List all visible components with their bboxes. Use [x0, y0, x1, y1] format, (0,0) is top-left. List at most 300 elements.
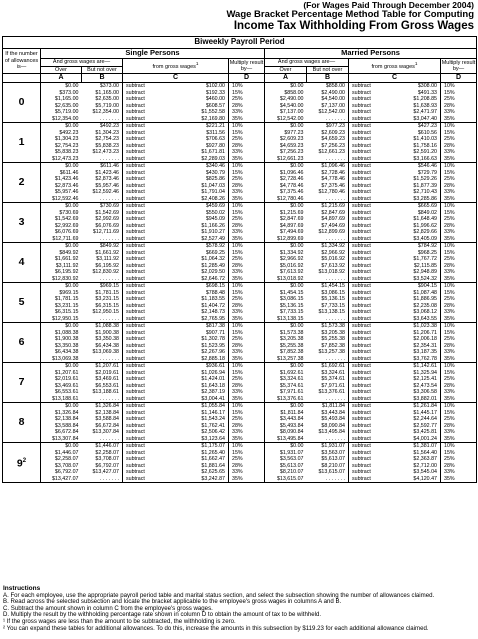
- but-not-over-value: $3,469.61: [82, 376, 123, 383]
- subtract-amount: $2,712.00: [407, 463, 441, 470]
- subtract-label: subtract: [123, 296, 181, 303]
- over-value: $12,661.23: [265, 156, 307, 163]
- rate-value: 35%: [229, 276, 265, 283]
- but-not-over-value: $3,708.07: [82, 456, 123, 463]
- married-column-letter: B: [307, 74, 349, 83]
- rate-value: 28%: [441, 343, 477, 350]
- subtract-amount: $1,142.61: [407, 363, 441, 370]
- over-value: $8,090.84: [265, 429, 307, 436]
- subtract-label: subtract: [123, 290, 181, 297]
- but-not-over-value: . . . . . . .: [82, 396, 123, 403]
- from-gross-label: from gross wages: [371, 64, 415, 71]
- rate-value: 35%: [229, 156, 265, 163]
- but-not-over-value: $969.15: [82, 283, 123, 290]
- over-value: $2,966.92: [265, 256, 307, 263]
- but-not-over-value: . . . . . . .: [82, 276, 123, 283]
- over-value: $7,137.00: [265, 109, 307, 116]
- subtract-amount: $1,285.49: [181, 263, 229, 270]
- but-not-over-value: $1,088.38: [82, 323, 123, 330]
- rate-value: 25%: [229, 336, 265, 343]
- single-over-header: Over: [41, 66, 82, 74]
- but-not-over-value: $6,672.84: [82, 423, 123, 430]
- but-not-over-value: $13,069.38: [82, 349, 123, 356]
- rate-value: 28%: [441, 463, 477, 470]
- table-row: [3, 403, 477, 410]
- subtract-amount: $665.69: [407, 203, 441, 210]
- rate-value: 15%: [441, 210, 477, 217]
- subtract-amount: $1,758.16: [407, 143, 441, 150]
- but-not-over-value: . . . . . . .: [82, 436, 123, 443]
- over-value: $13,188.61: [41, 396, 82, 403]
- over-value: $0.00: [41, 203, 82, 210]
- but-not-over-value: . . . . . . .: [307, 236, 349, 243]
- but-not-over-value: $849.92: [82, 243, 123, 250]
- single-column-letter: B: [82, 74, 123, 83]
- subtract-amount: $1,638.93: [407, 103, 441, 110]
- rate-value: 35%: [229, 436, 265, 443]
- subtract-label: subtract: [123, 103, 181, 110]
- but-not-over-value: $5,374.61: [307, 376, 349, 383]
- single-subtract-header: [123, 59, 229, 74]
- rate-value: 15%: [229, 210, 265, 217]
- subtract-label: subtract: [349, 83, 407, 90]
- subtract-amount: $1,023.38: [407, 323, 441, 330]
- rate-value: 28%: [229, 383, 265, 390]
- subtract-amount: $2,244.64: [407, 416, 441, 423]
- but-not-over-value: $12,780.46: [307, 189, 349, 196]
- but-not-over-value: $1,304.23: [82, 130, 123, 137]
- rate-value: 28%: [229, 343, 265, 350]
- subtract-amount: $608.57: [181, 103, 229, 110]
- but-not-over-value: $12,830.92: [82, 269, 123, 276]
- subtract-label: subtract: [349, 416, 407, 423]
- but-not-over-value: $977.23: [307, 123, 349, 130]
- but-not-over-value: $7,733.15: [307, 303, 349, 310]
- subtract-label: subtract: [123, 456, 181, 463]
- but-not-over-value: $7,494.69: [307, 223, 349, 230]
- header-line-3: Income Tax Withholding From Gross Wages: [233, 20, 474, 32]
- table-row: [3, 436, 477, 443]
- subtract-label: subtract: [349, 450, 407, 457]
- rate-value: 10%: [229, 323, 265, 330]
- subtract-label: subtract: [123, 330, 181, 337]
- allowances-count: 5: [3, 283, 41, 323]
- but-not-over-value: $2,754.23: [82, 136, 123, 143]
- subtract-label: subtract: [123, 189, 181, 196]
- married-subtract-header: [349, 59, 441, 74]
- rate-value: 10%: [229, 443, 265, 450]
- over-value: $2,609.23: [265, 136, 307, 143]
- subtract-amount: $1,146.17: [181, 410, 229, 417]
- subtract-label: subtract: [123, 316, 181, 323]
- single-persons-header: Single Persons: [41, 49, 265, 59]
- rate-value: 25%: [229, 176, 265, 183]
- over-value: $1,165.00: [41, 96, 82, 103]
- rate-value: 25%: [441, 456, 477, 463]
- rate-value: 15%: [441, 410, 477, 417]
- subtract-amount: $221.21: [181, 123, 229, 130]
- single-wages-header: And gross wages are—: [41, 59, 123, 67]
- subtract-label: subtract: [123, 370, 181, 377]
- but-not-over-value: . . . . . . .: [307, 476, 349, 483]
- over-value: $3,111.92: [41, 263, 82, 270]
- subtract-amount: $2,625.65: [181, 469, 229, 476]
- over-value: $12,542.00: [265, 116, 307, 123]
- over-value: $1,207.61: [41, 370, 82, 377]
- subtract-label: subtract: [123, 196, 181, 203]
- but-not-over-value: $373.00: [82, 83, 123, 90]
- but-not-over-value: $12,661.23: [307, 149, 349, 156]
- but-not-over-value: $13,427.07: [82, 469, 123, 476]
- subtract-label: subtract: [123, 163, 181, 170]
- subtract-amount: $1,529.26: [407, 176, 441, 183]
- subtract-label: subtract: [349, 189, 407, 196]
- but-not-over-value: $1,900.38: [82, 330, 123, 337]
- subtract-amount: $2,267.96: [181, 349, 229, 356]
- but-not-over-value: $7,613.92: [307, 263, 349, 270]
- subtract-label: subtract: [349, 210, 407, 217]
- table-row: [3, 276, 477, 283]
- but-not-over-value: $5,016.92: [307, 256, 349, 263]
- over-value: $5,719.00: [41, 109, 82, 116]
- subtract-label: subtract: [349, 376, 407, 383]
- over-value: $730.69: [41, 210, 82, 217]
- subtract-label: subtract: [123, 476, 181, 483]
- subtract-label: subtract: [349, 276, 407, 283]
- rate-value: 28%: [441, 223, 477, 230]
- subtract-label: subtract: [123, 283, 181, 290]
- married-column-letter: C: [349, 74, 441, 83]
- subtract-label: subtract: [123, 269, 181, 276]
- subtract-amount: $968.25: [407, 250, 441, 257]
- over-value: $6,434.38: [41, 349, 82, 356]
- but-not-over-value: . . . . . . .: [82, 236, 123, 243]
- subtract-label: subtract: [123, 256, 181, 263]
- subtract-label: subtract: [349, 363, 407, 370]
- rate-value: 28%: [229, 143, 265, 150]
- subtract-label: subtract: [349, 223, 407, 230]
- allowances-count: 0: [3, 83, 41, 123]
- over-value: $13,069.38: [41, 356, 82, 363]
- subtract-label: subtract: [349, 290, 407, 297]
- over-value: $373.00: [41, 90, 82, 97]
- rate-value: 10%: [229, 403, 265, 410]
- rate-value: 28%: [441, 263, 477, 270]
- subtract-label: subtract: [349, 330, 407, 337]
- over-value: $3,086.15: [265, 296, 307, 303]
- over-value: $2,635.00: [41, 103, 82, 110]
- subtract-amount: $936.61: [181, 363, 229, 370]
- subtract-amount: $3,123.64: [181, 436, 229, 443]
- married-over-header: Over: [265, 66, 307, 74]
- rate-value: 35%: [229, 116, 265, 123]
- rate-value: 35%: [441, 476, 477, 483]
- over-value: $0.00: [41, 123, 82, 130]
- rate-value: 15%: [229, 330, 265, 337]
- subtract-label: subtract: [349, 236, 407, 243]
- but-not-over-value: $3,205.38: [307, 330, 349, 337]
- rate-value: 33%: [229, 229, 265, 236]
- but-not-over-value: $5,957.46: [82, 183, 123, 190]
- but-not-over-value: $13,138.15: [307, 309, 349, 316]
- but-not-over-value: $730.69: [82, 203, 123, 210]
- subtract-amount: $698.15: [181, 283, 229, 290]
- rate-value: 10%: [229, 243, 265, 250]
- but-not-over-value: . . . . . . .: [82, 476, 123, 483]
- over-value: $12,830.92: [41, 276, 82, 283]
- subtract-amount: $706.63: [181, 136, 229, 143]
- rate-value: 25%: [229, 136, 265, 143]
- single-but-not-over-header: But not over: [82, 66, 123, 74]
- but-not-over-value: $3,588.84: [82, 416, 123, 423]
- over-value: $7,613.92: [265, 269, 307, 276]
- rate-value: 25%: [441, 96, 477, 103]
- subtract-amount: $1,767.72: [407, 256, 441, 263]
- subtract-amount: $1,791.04: [181, 189, 229, 196]
- rate-value: 10%: [229, 283, 265, 290]
- but-not-over-value: $1,334.92: [307, 243, 349, 250]
- subtract-amount: $1,662.47: [181, 456, 229, 463]
- subtract-amount: $459.69: [181, 203, 229, 210]
- over-value: $0.00: [41, 243, 82, 250]
- subtract-amount: $1,543.24: [181, 416, 229, 423]
- but-not-over-value: $6,792.07: [82, 463, 123, 470]
- subtract-label: subtract: [349, 96, 407, 103]
- rate-value: 25%: [441, 416, 477, 423]
- subtract-amount: $1,877.39: [407, 183, 441, 190]
- over-value: $7,733.15: [265, 309, 307, 316]
- but-not-over-value: . . . . . . .: [307, 116, 349, 123]
- subtract-label: subtract: [349, 463, 407, 470]
- subtract-label: subtract: [349, 370, 407, 377]
- but-not-over-value: $3,443.84: [307, 410, 349, 417]
- subtract-amount: $2,506.42: [181, 429, 229, 436]
- but-not-over-value: $3,563.07: [307, 450, 349, 457]
- subtract-amount: $2,646.72: [181, 276, 229, 283]
- subtract-label: subtract: [349, 250, 407, 257]
- over-value: $969.15: [41, 290, 82, 297]
- but-not-over-value: $2,728.46: [307, 170, 349, 177]
- subtract-label: subtract: [123, 203, 181, 210]
- subtract-amount: $1,996.62: [407, 223, 441, 230]
- table-row: [3, 196, 477, 203]
- over-value: $2,019.61: [41, 376, 82, 383]
- subtract-amount: $460.00: [181, 96, 229, 103]
- rate-value: 33%: [229, 309, 265, 316]
- subtract-label: subtract: [123, 303, 181, 310]
- over-value: $0.00: [265, 163, 307, 170]
- table-row: [3, 163, 477, 170]
- over-value: $4,778.46: [265, 183, 307, 190]
- single-column-letter: A: [41, 74, 82, 83]
- subtract-amount: $2,289.03: [181, 156, 229, 163]
- table-row: [3, 283, 477, 290]
- subtract-label: subtract: [349, 123, 407, 130]
- but-not-over-value: . . . . . . .: [82, 356, 123, 363]
- subtract-label: subtract: [123, 469, 181, 476]
- table-row: [3, 236, 477, 243]
- over-value: $7,256.23: [265, 149, 307, 156]
- rate-value: 10%: [441, 83, 477, 90]
- subtract-label: subtract: [349, 196, 407, 203]
- but-not-over-value: $3,350.38: [82, 336, 123, 343]
- subtract-label: subtract: [349, 356, 407, 363]
- married-column-letter: A: [265, 74, 307, 83]
- subtract-amount: $3,047.40: [407, 116, 441, 123]
- subtract-label: subtract: [123, 443, 181, 450]
- over-value: $0.00: [41, 163, 82, 170]
- over-value: $6,076.69: [41, 229, 82, 236]
- subtract-label: subtract: [123, 176, 181, 183]
- subtract-label: subtract: [123, 90, 181, 97]
- over-value: $7,852.38: [265, 349, 307, 356]
- subtract-amount: $1,183.55: [181, 296, 229, 303]
- rate-value: 35%: [441, 196, 477, 203]
- subtract-label: subtract: [349, 156, 407, 163]
- rate-value: 15%: [441, 90, 477, 97]
- over-value: $13,615.07: [265, 476, 307, 483]
- subtract-label: subtract: [349, 296, 407, 303]
- subtract-label: subtract: [123, 416, 181, 423]
- subtract-label: subtract: [123, 223, 181, 230]
- but-not-over-value: . . . . . . .: [307, 356, 349, 363]
- subtract-label: subtract: [349, 183, 407, 190]
- but-not-over-value: $1,811.84: [307, 403, 349, 410]
- rate-value: 10%: [441, 203, 477, 210]
- but-not-over-value: $8,090.84: [307, 423, 349, 430]
- subtract-amount: $2,363.87: [407, 456, 441, 463]
- subtract-amount: $610.56: [407, 130, 441, 137]
- but-not-over-value: $12,354.00: [82, 109, 123, 116]
- over-value: $977.23: [265, 130, 307, 137]
- subtract-amount: $784.92: [407, 243, 441, 250]
- subtract-label: subtract: [123, 130, 181, 137]
- over-value: $1,326.84: [41, 410, 82, 417]
- subtract-label: subtract: [349, 143, 407, 150]
- subtract-amount: $1,671.81: [181, 149, 229, 156]
- subtract-amount: $192.33: [181, 90, 229, 97]
- subtract-amount: $1,886.95: [407, 296, 441, 303]
- rate-value: 25%: [441, 336, 477, 343]
- allowances-count: 6: [3, 323, 41, 363]
- rate-value: 15%: [229, 90, 265, 97]
- subtract-label: subtract: [123, 123, 181, 130]
- subtract-amount: $3,068.12: [407, 309, 441, 316]
- but-not-over-value: $858.00: [307, 83, 349, 90]
- subtract-amount: $2,029.50: [181, 269, 229, 276]
- but-not-over-value: $1,446.07: [82, 443, 123, 450]
- subtract-label: subtract: [349, 269, 407, 276]
- subtract-label: subtract: [349, 316, 407, 323]
- over-value: $3,563.07: [265, 456, 307, 463]
- subtract-amount: $1,055.84: [181, 403, 229, 410]
- table-row: [3, 363, 477, 370]
- subtract-label: subtract: [349, 383, 407, 390]
- but-not-over-value: $12,711.69: [82, 229, 123, 236]
- over-value: $7,494.69: [265, 229, 307, 236]
- but-not-over-value: . . . . . . .: [307, 196, 349, 203]
- subtract-amount: $1,087.48: [407, 290, 441, 297]
- rate-value: 15%: [441, 370, 477, 377]
- but-not-over-value: $4,897.69: [307, 216, 349, 223]
- subtract-amount: $3,882.01: [407, 396, 441, 403]
- instruction-c: C. Subtract the amount shown in column C from the employee's gross wages.: [3, 604, 213, 612]
- subtract-label: subtract: [123, 383, 181, 390]
- allowances-count: 3: [3, 203, 41, 243]
- allowances-count: 7: [3, 363, 41, 403]
- rate-value: 25%: [229, 216, 265, 223]
- subtract-amount: $1,445.17: [407, 410, 441, 417]
- but-not-over-value: $12,950.15: [82, 309, 123, 316]
- subtract-amount: $3,004.41: [181, 396, 229, 403]
- subtract-label: subtract: [349, 469, 407, 476]
- but-not-over-value: $2,019.61: [82, 370, 123, 377]
- subtract-label: subtract: [349, 309, 407, 316]
- subtract-amount: $907.71: [181, 330, 229, 337]
- but-not-over-value: $1,207.61: [82, 363, 123, 370]
- subtract-amount: $2,710.43: [407, 189, 441, 196]
- rate-value: 33%: [441, 109, 477, 116]
- table-row: [3, 396, 477, 403]
- but-not-over-value: $5,838.23: [82, 143, 123, 150]
- subtract-amount: $2,765.95: [181, 316, 229, 323]
- rate-value: 33%: [229, 149, 265, 156]
- but-not-over-value: $7,375.46: [307, 183, 349, 190]
- subtract-label: subtract: [123, 343, 181, 350]
- rate-value: 25%: [229, 456, 265, 463]
- rate-value: 15%: [229, 250, 265, 257]
- single-multiply-header: Multiply result by—: [229, 59, 264, 72]
- rate-value: 33%: [229, 469, 265, 476]
- subtract-label: subtract: [123, 463, 181, 470]
- subtract-amount: $340.46: [181, 163, 229, 170]
- footnote-2: ² You can expand these tables for additional allowances. To do this, increase the amounts in this subsection by $119.23 for each additional allowance claimed.: [3, 624, 429, 632]
- subtract-amount: $2,235.08: [407, 303, 441, 310]
- allowances-count: $9^2$: [3, 443, 41, 483]
- rate-value: 25%: [441, 216, 477, 223]
- rate-value: 10%: [441, 163, 477, 170]
- but-not-over-value: $2,873.46: [82, 176, 123, 183]
- over-value: $2,992.69: [41, 223, 82, 230]
- wage-bracket-table: [2, 36, 477, 483]
- over-value: $13,376.61: [265, 396, 307, 403]
- from-gross-label: from gross wages: [152, 64, 196, 71]
- over-value: $2,754.23: [41, 143, 82, 150]
- subtract-amount: $1,910.27: [181, 229, 229, 236]
- rate-value: 35%: [229, 356, 265, 363]
- over-value: $1,781.15: [41, 296, 82, 303]
- over-value: $1,334.92: [265, 250, 307, 257]
- but-not-over-value: $5,719.00: [82, 103, 123, 110]
- subtract-label: subtract: [349, 116, 407, 123]
- but-not-over-value: $1,096.46: [307, 163, 349, 170]
- subtract-amount: $2,473.54: [407, 383, 441, 390]
- but-not-over-value: $1,454.15: [307, 283, 349, 290]
- rate-value: 15%: [229, 130, 265, 137]
- over-value: $6,792.07: [41, 469, 82, 476]
- subtract-amount: $1,424.01: [181, 376, 229, 383]
- rate-value: 28%: [229, 183, 265, 190]
- over-value: $2,847.69: [265, 216, 307, 223]
- subtract-amount: $1,206.71: [407, 330, 441, 337]
- over-value: $0.00: [265, 363, 307, 370]
- over-value: $13,018.92: [265, 276, 307, 283]
- subtract-amount: $1,552.58: [181, 109, 229, 116]
- rate-value: 15%: [229, 290, 265, 297]
- subtract-amount: $1,404.72: [181, 303, 229, 310]
- but-not-over-value: $1,692.61: [307, 363, 349, 370]
- subtract-amount: $3,545.04: [407, 469, 441, 476]
